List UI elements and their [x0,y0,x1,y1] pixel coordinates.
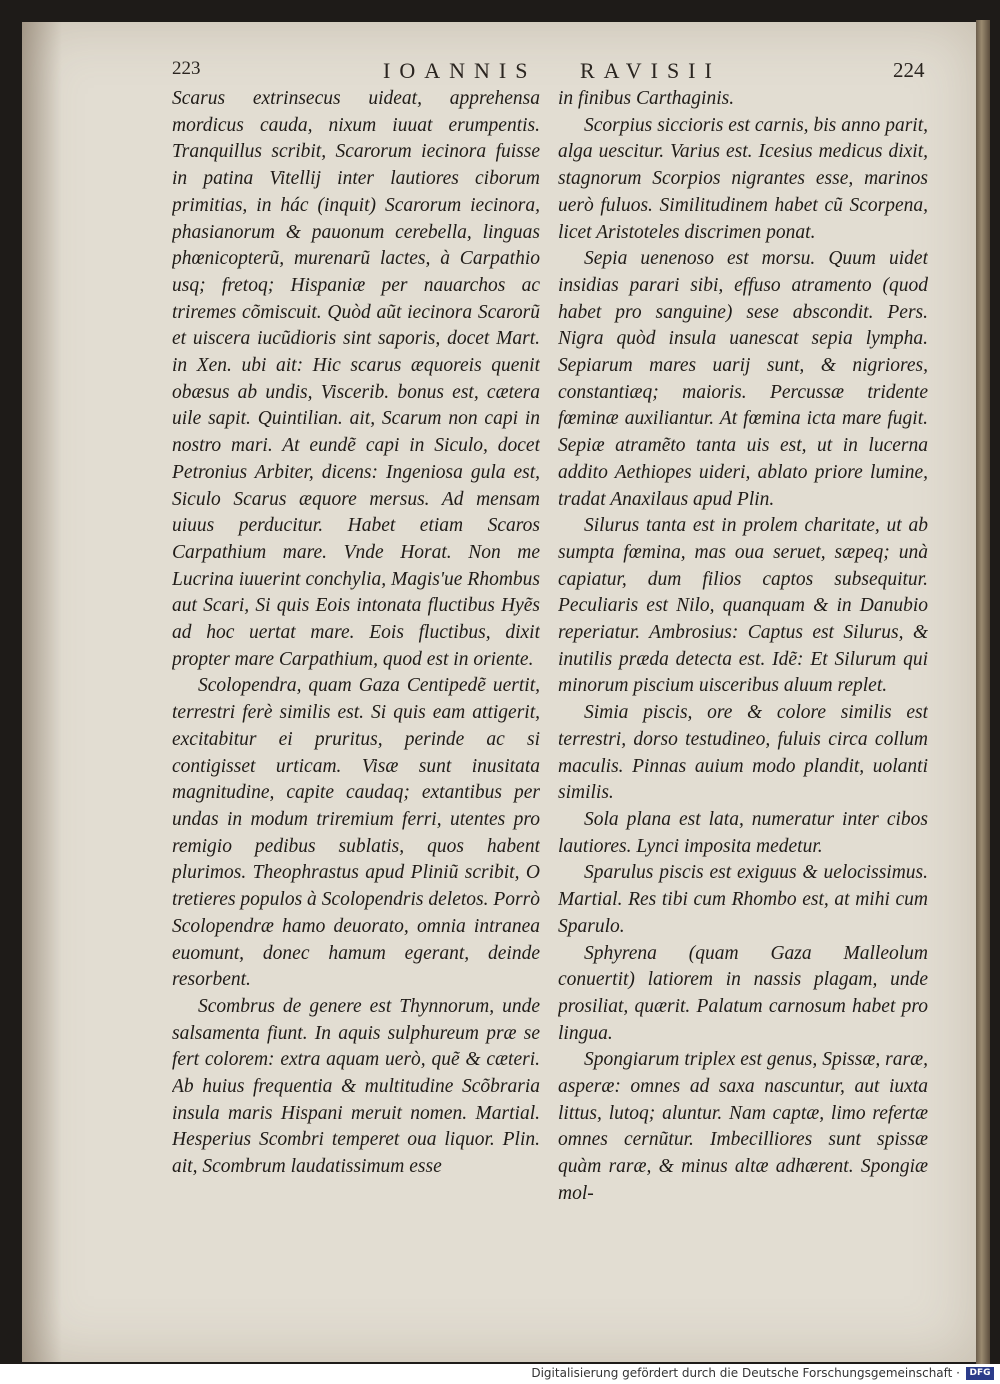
paragraph-silurus: Silurus tanta est in prolem charitate, ut ab sumpta fœmina, mas oua seruet, sæpeq; unà capiatur, dum filios captos subsequitur. Peculiaris est Nilo, quanquam & in Danubio reperiatur. Ambrosius: Captus est Silurus, & inutilis præda detecta est. Idẽ: Et Silurum qui minorum piscium uisceribus aluum replet. [558,515,928,697]
paragraph-scarus: Scarus extrinsecus uideat, apprehensa mordicus cauda, nixum iuuat erumpentis. Tranquillus scribit, Scarorum iecinora fuisse in patina Vitellij inter lautiores ciborum primitias, in hác (inquit) Scarorum iecinora, phasianorum & pauonum cerebella, linguas phœnicopterũ, murenarũ lactes, à Carpathio usq; fretoq; Hispaniæ per nauarchos ac triremes cõmiscuit. Quòd aũt iecinora Scarorũ et uiscera iucũdioris sint saporis, docet Mart. in Xen. ubi ait: Hic scarus æquoreis quenit obæsus ab undis, Viscerib. bonus est, cætera uile sapit. Quintilian. ait, Scarum non capi in nostro mari. At eundẽ capi in Siculo, docet Petronius Arbiter, dicens: Ingeniosa gula est, Siculo Scarus æquore mersus. Ad mensam uiuus perducitur. Habet etiam Scaros Carpathium mare. Vnde Horat. Non me Lucrina iuuerint conchylia, Magis'ue Rhombus aut Scari, Si quis Eois intonata fluctibus Hyẽs ad hoc uertat mare. Eois fluctibus, dixit propter mare Carpathium, quod est in oriente. [172,88,540,670]
dfg-logo-icon: DFG [966,1367,994,1380]
paragraph-scombrus: Scombrus de genere est Thynnorum, unde salsamenta fiunt. In aquis sulphureum præ se fert colorem: extra aquam uerò, quẽ & cæteri. Ab huius frequentia & multitudine Scõbraria insula maris Hispani meruit nomen. Martial. Hesperius Scombri temperet oua liquor. Plin. ait, Scombrum laudatissimum esse [172,995,540,1178]
page-number-right: 224 [893,58,925,82]
running-title-left: IOANNIS [383,58,537,83]
paragraph-simia: Simia piscis, ore & colore similis est terrestri, dorso testudineo, fuluis circa collum maculis. Pinnas auium modo plandit, uolanti similis. [558,702,928,804]
footer-credit: Digitalisierung gefördert durch die Deutsche Forschungsgemeinschaft · [531,1366,960,1380]
page-edge [976,20,990,1364]
running-title-right: RAVISII [580,58,721,83]
paragraph-sepia: Sepia uenenoso est morsu. Quum uidet insidias parari sibi, effuso atramento (quod habet pro sanguine) sese abscondit. Pers. Nigra quòd insula uanescat sepia lympha. Sepiarum mares uarij sunt, & nigriores, constantiæq; maioris. Percussæ tridente fœminæ auxiliantur. At fœmina icta mare fugit. Sepiæ atramẽto tanta uis est, ut in lucerna addito Aethiopes uideri, ablato priore lumine, tradat Anaxilaus apud Plin. [558,248,928,510]
paragraph-sola: Sola plana est lata, numeratur inter cibos lautiores. Lynci imposita medetur. [558,808,928,857]
text-column-left [172,86,540,1186]
footer-bar [0,1364,1000,1384]
gutter-shadow [22,22,62,1362]
paragraph-spongiarum: Spongiarum triplex est genus, Spissæ, raræ, asperæ: omnes ad saxa nascuntur, aut iuxta littus, lutoq; aluntur. Nam captæ, limo refertæ omnes cernũtur. Imbecilliores sunt spissæ quàm raræ, & minus altæ adhærent. Spongiæ mol- [558,1049,928,1204]
paragraph-scolopendra: Scolopendra, quam Gaza Centipedẽ uertit, terrestri ferè similis est. Si quis eam attigerit, excitabitur ei pruritus, perinde ac si contigisset urticam. Visæ sunt inusitata magnitudine, capite caudaq; extantibus per undas in modum triremium ferri, utentes pro remigio pedibus sublatis, quos habent plurimos. Theophrastus apud Pliniũ scribit, O tretieres populos à Scolopendris deletos. Porrò Scolopendræ hamo deuorato, omnia intranea euomunt, donec hamum egerant, deinde resorbent. [172,675,540,991]
paragraph-sparulus: Sparulus piscis est exiguus & uelocissimus. Martial. Res tibi cum Rhombo est, at mihi cum Sparulo. [558,862,928,937]
page-number-left: 223 [172,58,201,79]
text-column-right [558,86,928,1206]
paragraph-continuation: in finibus Carthaginis. [558,88,735,109]
paragraph-sphyrena: Sphyrena (quam Gaza Malleolum conuertit) latiorem in nassis plagam, unde prosiliat, quærit. Palatum carnosum habet pro lingua. [558,942,928,1044]
paragraph-scorpius: Scorpius siccioris est carnis, bis anno parit, alga uescitur. Varius est. Icesius medicus dixit, stagnorum Scorpios nigrantes esse, marinos uerò fuluos. Similitudinem habet cũ Scorpena, licet Aristoteles discrimen ponat. [558,114,928,243]
